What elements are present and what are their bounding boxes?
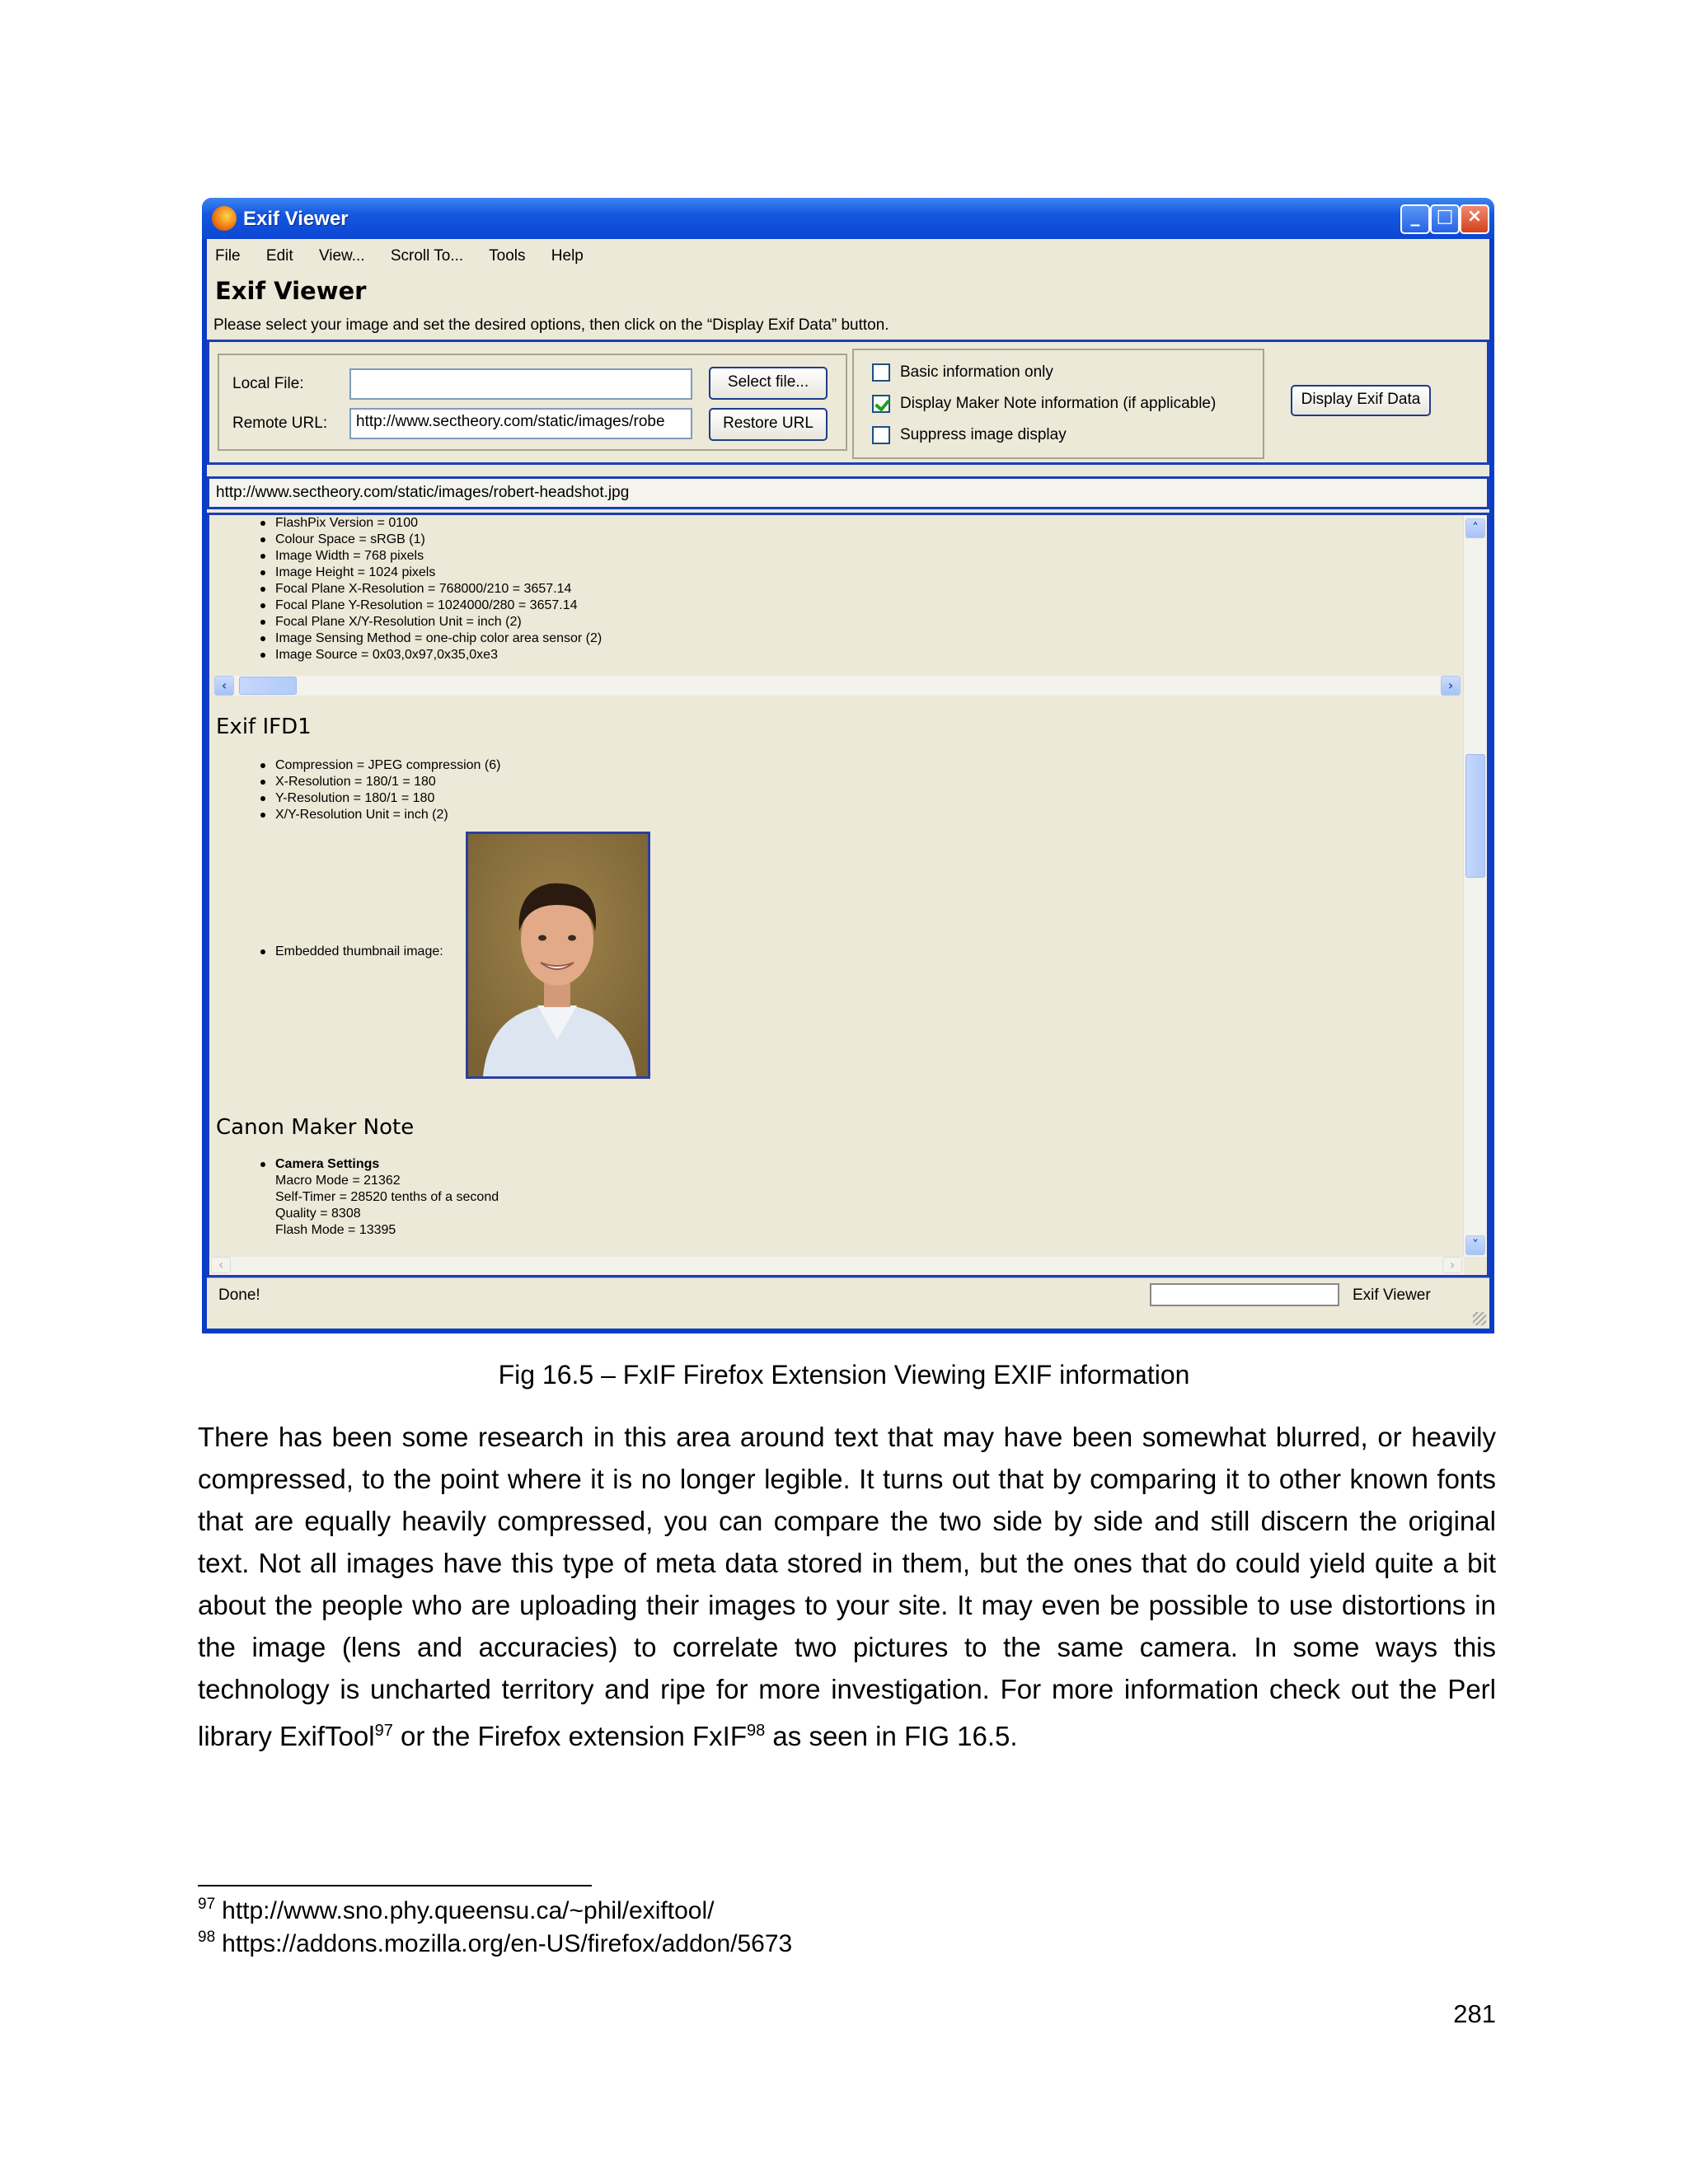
remote-url-input[interactable]: http://www.sectheory.com/static/images/robe — [349, 408, 692, 439]
status-bar — [207, 1277, 1489, 1329]
restore-url-button[interactable]: Restore URL — [709, 408, 828, 441]
app-heading: Exif Viewer — [215, 277, 367, 305]
menu-tools[interactable]: Tools — [489, 247, 526, 265]
list-item: Focal Plane Y-Resolution = 1024000/280 = 3657.14 — [209, 598, 602, 614]
list-item: Image Sensing Method = one-chip color area sensor (2) — [209, 630, 602, 647]
page-number: 281 — [1453, 1999, 1496, 2028]
paragraph-text-mid: or the Firefox extension FxIF — [392, 1721, 747, 1751]
title-bar[interactable] — [202, 198, 1494, 239]
window-title: Exif Viewer — [243, 208, 349, 230]
scroll-right-icon[interactable]: › — [1441, 676, 1461, 696]
list-item: X-Resolution = 180/1 = 180 — [209, 774, 500, 790]
scroll-left-icon[interactable]: ‹ — [211, 1257, 231, 1273]
list-item: Image Source = 0x03,0x97,0x35,0xe3 — [209, 647, 602, 663]
footnote-divider — [198, 1885, 592, 1886]
footnote-ref-98: 98 — [747, 1722, 766, 1740]
maker-note-label: Display Maker Note information (if applicable) — [900, 395, 1217, 412]
thumbnail-image — [466, 832, 650, 1079]
list-item: Flash Mode = 13395 — [275, 1223, 396, 1237]
list-item: Image Width = 768 pixels — [209, 548, 602, 565]
scroll-right-icon[interactable]: › — [1442, 1257, 1462, 1273]
list-item: FlashPix Version = 0100 — [209, 515, 602, 532]
current-url-bar: http://www.sectheory.com/static/images/robert-headshot.jpg — [207, 476, 1489, 509]
list-item: Macro Mode = 21362 — [275, 1174, 401, 1188]
list-item: Colour Space = sRGB (1) — [209, 532, 602, 548]
vertical-scroll-thumb[interactable] — [1465, 754, 1485, 878]
menu-scroll-to[interactable]: Scroll To... — [390, 247, 464, 265]
figure-caption: Fig 16.5 – FxIF Firefox Extension Viewing EXIF information — [498, 1360, 1190, 1390]
body-paragraph — [198, 1416, 1496, 1757]
footnote-link[interactable]: http://www.sno.phy.queensu.ca/~phil/exiftool/ — [222, 1897, 715, 1924]
menu-file[interactable]: File — [215, 247, 241, 265]
status-text: Done! — [218, 1286, 260, 1304]
instructions-text: Please select your image and set the desired options, then click on the “Display Exif Data” button. — [213, 316, 889, 334]
list-item: Focal Plane X-Resolution = 768000/210 = 3657.14 — [209, 581, 602, 598]
file-source-group — [218, 354, 847, 451]
display-exif-data-button[interactable]: Display Exif Data — [1291, 385, 1431, 416]
thumbnail-label: Embedded thumbnail image: — [209, 944, 443, 960]
maximize-button[interactable]: □ — [1430, 204, 1460, 234]
footnote-ref-97: 97 — [374, 1722, 393, 1740]
menu-edit[interactable]: Edit — [265, 247, 293, 265]
menu-bar — [215, 247, 605, 265]
resize-grip-icon[interactable] — [1473, 1312, 1486, 1325]
window-client — [207, 239, 1489, 1329]
local-file-input[interactable] — [349, 368, 692, 400]
ifd1-heading: Exif IFD1 — [216, 715, 312, 739]
menu-view[interactable]: View... — [318, 247, 365, 265]
exif-content-pane — [207, 513, 1489, 1277]
scroll-left-icon[interactable]: ‹ — [214, 676, 234, 696]
scroll-down-icon[interactable]: ˅ — [1465, 1235, 1485, 1255]
basic-info-checkbox[interactable] — [872, 363, 890, 382]
remote-url-label: Remote URL: — [232, 415, 328, 432]
footnote-98: $^{98}$ https://addons.mozilla.org/en-US/firefox/addon/5673 — [198, 1929, 793, 1957]
footnote-link[interactable]: https://addons.mozilla.org/en-US/firefox/addon/5673 — [222, 1930, 793, 1957]
maker-note-checkbox[interactable] — [872, 395, 890, 413]
camera-settings-label: Camera Settings — [209, 1156, 499, 1173]
list-item: Self-Timer = 28520 tenths of a second — [275, 1190, 499, 1204]
local-file-label: Local File: — [232, 375, 304, 392]
list-item: Y-Resolution = 180/1 = 180 — [209, 790, 500, 807]
list-item: X/Y-Resolution Unit = inch (2) — [209, 807, 500, 823]
menu-help[interactable]: Help — [551, 247, 584, 265]
display-options-group — [852, 349, 1264, 459]
paragraph-text: There has been some research in this area around text that may have been somewhat blurred, or heavily compressed, to the point where it is no longer legible. It turns out that by comparing it to other known fonts that are equally heavily compressed, you can compare the two side by side and still discern the original text. Not all images have this type of meta data stored in them, but the ones that do could yield quite a bit about the people who are uploading their images to your site. It may even be possible to use distortions in the image (lens and accuracies) to correlate two pictures to the same camera. In some ways this technology is uncharted territory and ripe for more investigation. For more information check out the Perl library ExifTool — [198, 1422, 1496, 1751]
firefox-logo-icon — [212, 206, 237, 231]
paragraph-text-end: as seen in FIG 16.5. — [765, 1721, 1018, 1751]
list-item: Quality = 8308 — [275, 1207, 361, 1221]
suppress-image-label: Suppress image display — [900, 426, 1067, 443]
basic-info-label: Basic information only — [900, 363, 1053, 381]
list-item: Focal Plane X/Y-Resolution Unit = inch (2) — [209, 614, 602, 630]
list-item: Compression = JPEG compression (6) — [209, 757, 500, 774]
close-button[interactable]: × — [1460, 204, 1489, 234]
select-file-button[interactable]: Select file... — [709, 367, 828, 400]
exif-item-list — [209, 515, 602, 663]
canon-maker-note-heading: Canon Maker Note — [216, 1115, 415, 1140]
options-panel — [207, 340, 1489, 465]
ifd1-item-list — [209, 757, 500, 823]
exif-viewer-window — [202, 198, 1494, 1333]
minimize-button[interactable]: _ — [1400, 204, 1430, 234]
footnote-97: $^{97}$ http://www.sno.phy.queensu.ca/~phil/exiftool/ — [198, 1896, 715, 1924]
list-item: Image Height = 1024 pixels — [209, 565, 602, 581]
camera-settings-list — [209, 1156, 499, 1239]
person-portrait-icon — [468, 834, 648, 1076]
vertical-scrollbar[interactable] — [1463, 515, 1487, 1257]
progress-field — [1150, 1283, 1339, 1306]
thumbnail-list — [209, 944, 443, 960]
horizontal-scroll-thumb[interactable] — [239, 677, 297, 695]
status-app-name: Exif Viewer — [1353, 1286, 1431, 1304]
horizontal-scrollbar[interactable] — [209, 1257, 1464, 1275]
suppress-image-checkbox[interactable] — [872, 426, 890, 444]
scroll-up-icon[interactable]: ˄ — [1465, 518, 1485, 538]
inner-horizontal-scrollbar[interactable] — [214, 676, 1461, 696]
